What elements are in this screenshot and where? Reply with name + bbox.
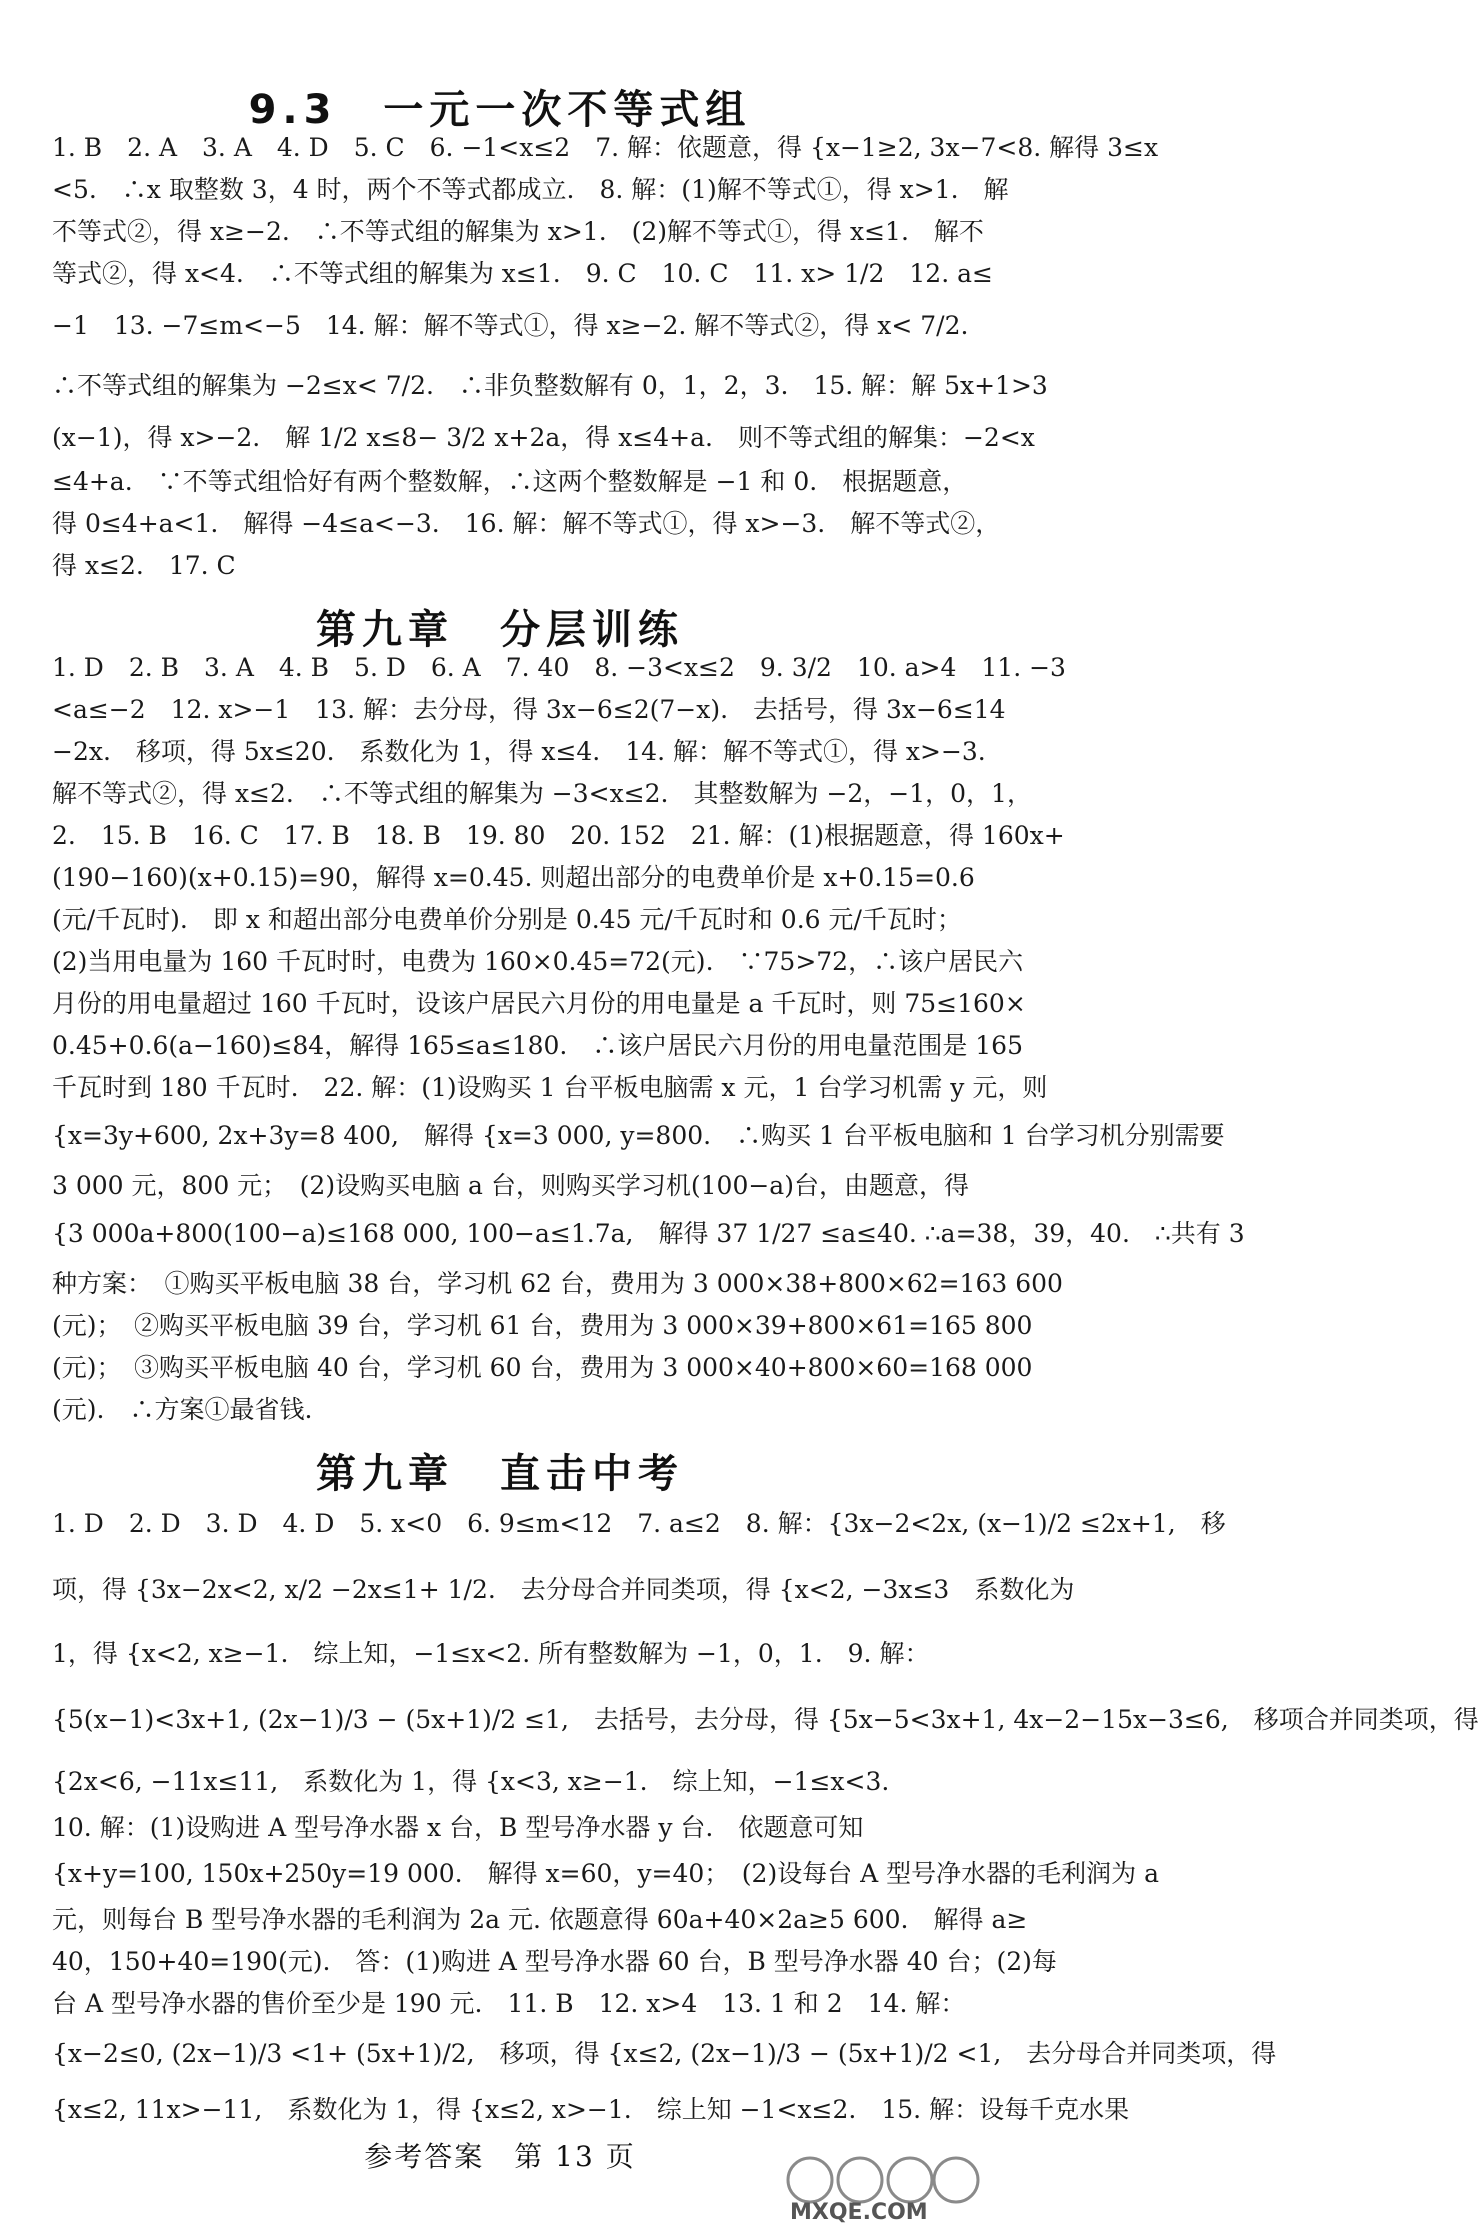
answer-line: 元，则每台 B 型号净水器的毛利润为 2a 元. 依题意得 60a+40×2a≥5 600. 解得 a≥ — [52, 1905, 1028, 1934]
answer-line: <a≤−2 12. x>−1 13. 解：去分母，得 3x−6≤2(7−x). 去括号，得 3x−6≤14 — [52, 695, 1006, 724]
answer-line: {5(x−1)<3x+1, (2x−1)/3 − (5x+1)/2 ≤1, 去括号，去分母，得 {5x−5<3x+1, 4x−2−15x−3≤6, 移项合并同类项，得 — [52, 1705, 1479, 1734]
section-title-exam: 第九章 直击中考 — [316, 1451, 684, 1497]
answer-line: ∴不等式组的解集为 −2≤x< 7/2. ∴非负整数解有 0，1，2，3. 15. 解：解 5x+1>3 — [52, 371, 1048, 400]
answer-line: 种方案： ①购买平板电脑 38 台，学习机 62 台，费用为 3 000×38+800×62=163 600 — [52, 1269, 1063, 1298]
answer-line: <5. ∴x 取整数 3，4 时，两个不等式都成立. 8. 解：(1)解不等式①，得 x>1. 解 — [52, 175, 1009, 204]
answer-line: −2x. 移项，得 5x≤20. 系数化为 1，得 x≤4. 14. 解：解不等式①，得 x>−3. — [52, 737, 986, 766]
answer-line: 1. D 2. B 3. A 4. B 5. D 6. A 7. 40 8. −3<x≤2 9. 3/2 10. a>4 11. −3 — [52, 653, 1066, 682]
answer-line: 1. D 2. D 3. D 4. D 5. x<0 6. 9≤m<12 7. a≤2 8. 解：{3x−2<2x, (x−1)/2 ≤2x+1, 移 — [52, 1509, 1226, 1538]
answer-line: (元)； ②购买平板电脑 39 台，学习机 61 台，费用为 3 000×39+800×61=165 800 — [52, 1311, 1033, 1340]
answer-line: {x+y=100, 150x+250y=19 000. 解得 x=60，y=40； (2)设每台 A 型号净水器的毛利润为 a — [52, 1859, 1160, 1888]
watermark-text: MXQE.COM — [790, 2200, 928, 2225]
answer-line: 台 A 型号净水器的售价至少是 190 元. 11. B 12. x>4 13. 1 和 2 14. 解： — [52, 1989, 966, 2018]
answer-line: 1. B 2. A 3. A 4. D 5. C 6. −1<x≤2 7. 解：依题意，得 {x−1≥2, 3x−7<8. 解得 3≤x — [52, 133, 1159, 162]
answer-line: {x=3y+600, 2x+3y=8 400, 解得 {x=3 000, y=800. ∴购买 1 台平板电脑和 1 台学习机分别需要 — [52, 1121, 1225, 1150]
answer-line: 3 000 元，800 元； (2)设购买电脑 a 台，则购买学习机(100−a)台，由题意，得 — [52, 1171, 969, 1200]
page-footer: 参考答案 第 13 页 — [364, 2140, 636, 2173]
answer-line: ≤4+a. ∵不等式组恰好有两个整数解，∴这两个整数解是 −1 和 0. 根据题意， — [52, 467, 968, 496]
answer-line: 等式②，得 x<4. ∴不等式组的解集为 x≤1. 9. C 10. C 11. x> 1/2 12. a≤ — [52, 259, 993, 288]
answer-line: (2)当用电量为 160 千瓦时时，电费为 160×0.45=72(元). ∵75>72，∴该户居民六 — [52, 947, 1024, 976]
answer-line: {x≤2, 11x>−11, 系数化为 1，得 {x≤2, x>−1. 综上知 −1<x≤2. 15. 解：设每千克水果 — [52, 2095, 1130, 2124]
answer-line: {x−2≤0, (2x−1)/3 <1+ (5x+1)/2, 移项，得 {x≤2, (2x−1)/3 − (5x+1)/2 <1, 去分母合并同类项，得 — [52, 2039, 1277, 2068]
answer-line: 2. 15. B 16. C 17. B 18. B 19. 80 20. 152 21. 解：(1)根据题意，得 160x+ — [52, 821, 1065, 850]
section-title-layered-training: 第九章 分层训练 — [316, 607, 684, 653]
answer-line: 月份的用电量超过 160 千瓦时，设该户居民六月份的用电量是 a 千瓦时，则 75≤160× — [52, 989, 1026, 1018]
answer-line: 千瓦时到 180 千瓦时. 22. 解：(1)设购买 1 台平板电脑需 x 元，1 台学习机需 y 元，则 — [52, 1073, 1048, 1102]
answer-line: 40，150+40=190(元). 答：(1)购进 A 型号净水器 60 台，B 型号净水器 40 台；(2)每 — [52, 1947, 1057, 1976]
answer-line: (元/千瓦时). 即 x 和超出部分电费单价分别是 0.45 元/千瓦时和 0.6 元/千瓦时； — [52, 905, 962, 934]
answer-line: 不等式②，得 x≥−2. ∴不等式组的解集为 x>1. (2)解不等式①，得 x≤1. 解不 — [52, 217, 984, 246]
answer-line: 得 0≤4+a<1. 解得 −4≤a<−3. 16. 解：解不等式①，得 x>−3. 解不等式②， — [52, 509, 1001, 538]
answer-line: {2x<6, −11x≤11, 系数化为 1，得 {x<3, x≥−1. 综上知，−1≤x<3. — [52, 1767, 890, 1796]
answer-line: 得 x≤2. 17. C — [52, 551, 236, 580]
answer-line: 0.45+0.6(a−160)≤84，解得 165≤a≤180. ∴该户居民六月份的用电量范围是 165 — [52, 1031, 1023, 1060]
answer-line: {3 000a+800(100−a)≤168 000, 100−a≤1.7a, 解得 37 1/27 ≤a≤40. ∴a=38，39，40. ∴共有 3 — [52, 1219, 1245, 1248]
answer-line: 项，得 {3x−2x<2, x/2 −2x≤1+ 1/2. 去分母合并同类项，得 {x<2, −3x≤3 系数化为 — [52, 1575, 1075, 1604]
answer-line: 10. 解：(1)设购进 A 型号净水器 x 台，B 型号净水器 y 台. 依题意可知 — [52, 1813, 864, 1842]
section-title-9-3: 9.3 一元一次不等式组 — [248, 87, 752, 133]
answer-line: 解不等式②，得 x≤2. ∴不等式组的解集为 −3<x≤2. 其整数解为 −2，−1，0，1， — [52, 779, 1032, 808]
answer-line: (190−160)(x+0.15)=90，解得 x=0.45. 则超出部分的电费单价是 x+0.15=0.6 — [52, 863, 975, 892]
answer-line: (元). ∴方案①最省钱. — [52, 1395, 313, 1424]
answer-line: −1 13. −7≤m<−5 14. 解：解不等式①，得 x≥−2. 解不等式②，得 x< 7/2. — [52, 311, 969, 340]
answer-line: (x−1)，得 x>−2. 解 1/2 x≤8− 3/2 x+2a，得 x≤4+a. 则不等式组的解集：−2<x — [52, 423, 1035, 452]
answer-line: (元)； ③购买平板电脑 40 台，学习机 60 台，费用为 3 000×40+800×60=168 000 — [52, 1353, 1033, 1382]
answer-line: 1，得 {x<2, x≥−1. 综上知，−1≤x<2. 所有整数解为 −1，0，1. 9. 解： — [52, 1639, 930, 1668]
